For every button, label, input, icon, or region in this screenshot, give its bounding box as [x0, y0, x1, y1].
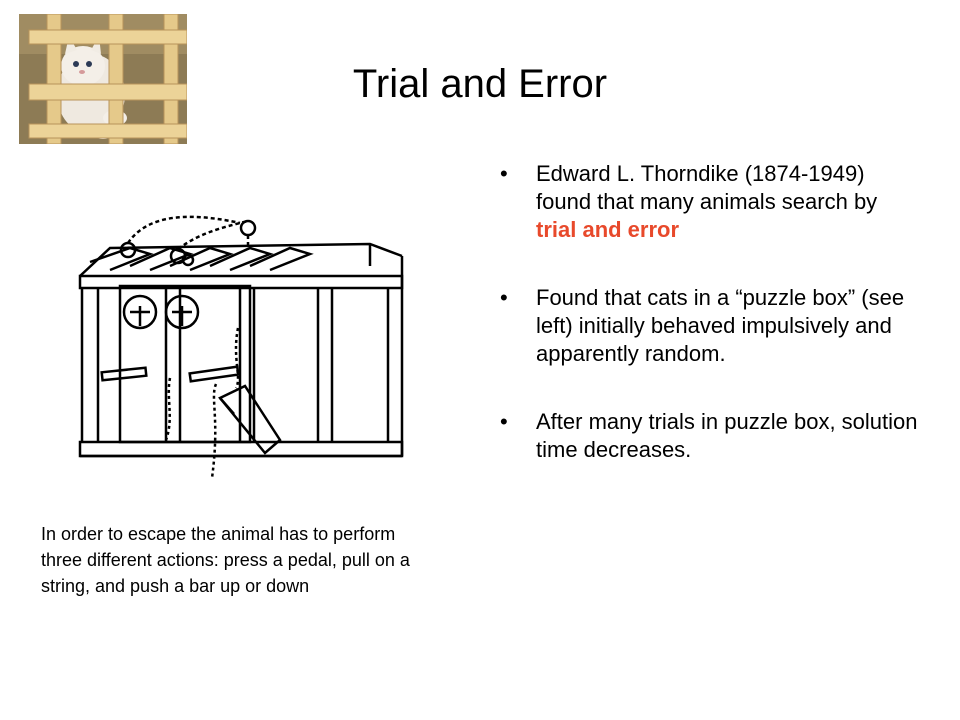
- bullet-list: [500, 160, 920, 504]
- bullet-item: [500, 160, 920, 244]
- cat-in-crate-photo: [19, 14, 187, 144]
- bullet-text: After many trials in puzzle box, solution time decreases.: [536, 409, 918, 462]
- bullet-glyph: •: [500, 161, 508, 186]
- slide-title: Trial and Error: [352, 62, 608, 106]
- puzzle-box-diagram: [70, 208, 412, 490]
- bullet-glyph: •: [500, 409, 508, 434]
- bullet-glyph: •: [500, 285, 508, 310]
- bullet-highlight: trial and error: [536, 217, 680, 242]
- bullet-text: Edward L. Thorndike (1874-1949) found that many animals search by: [536, 161, 878, 214]
- diagram-caption: In order to escape the animal has to perform three different actions: press a pedal, pull on a string, and push a bar up or down: [41, 524, 410, 596]
- bullet-item: [500, 408, 920, 464]
- bullet-text: Found that cats in a “puzzle box” (see left) initially behaved impulsively and apparently random.: [536, 285, 905, 366]
- bullet-item: [500, 284, 920, 368]
